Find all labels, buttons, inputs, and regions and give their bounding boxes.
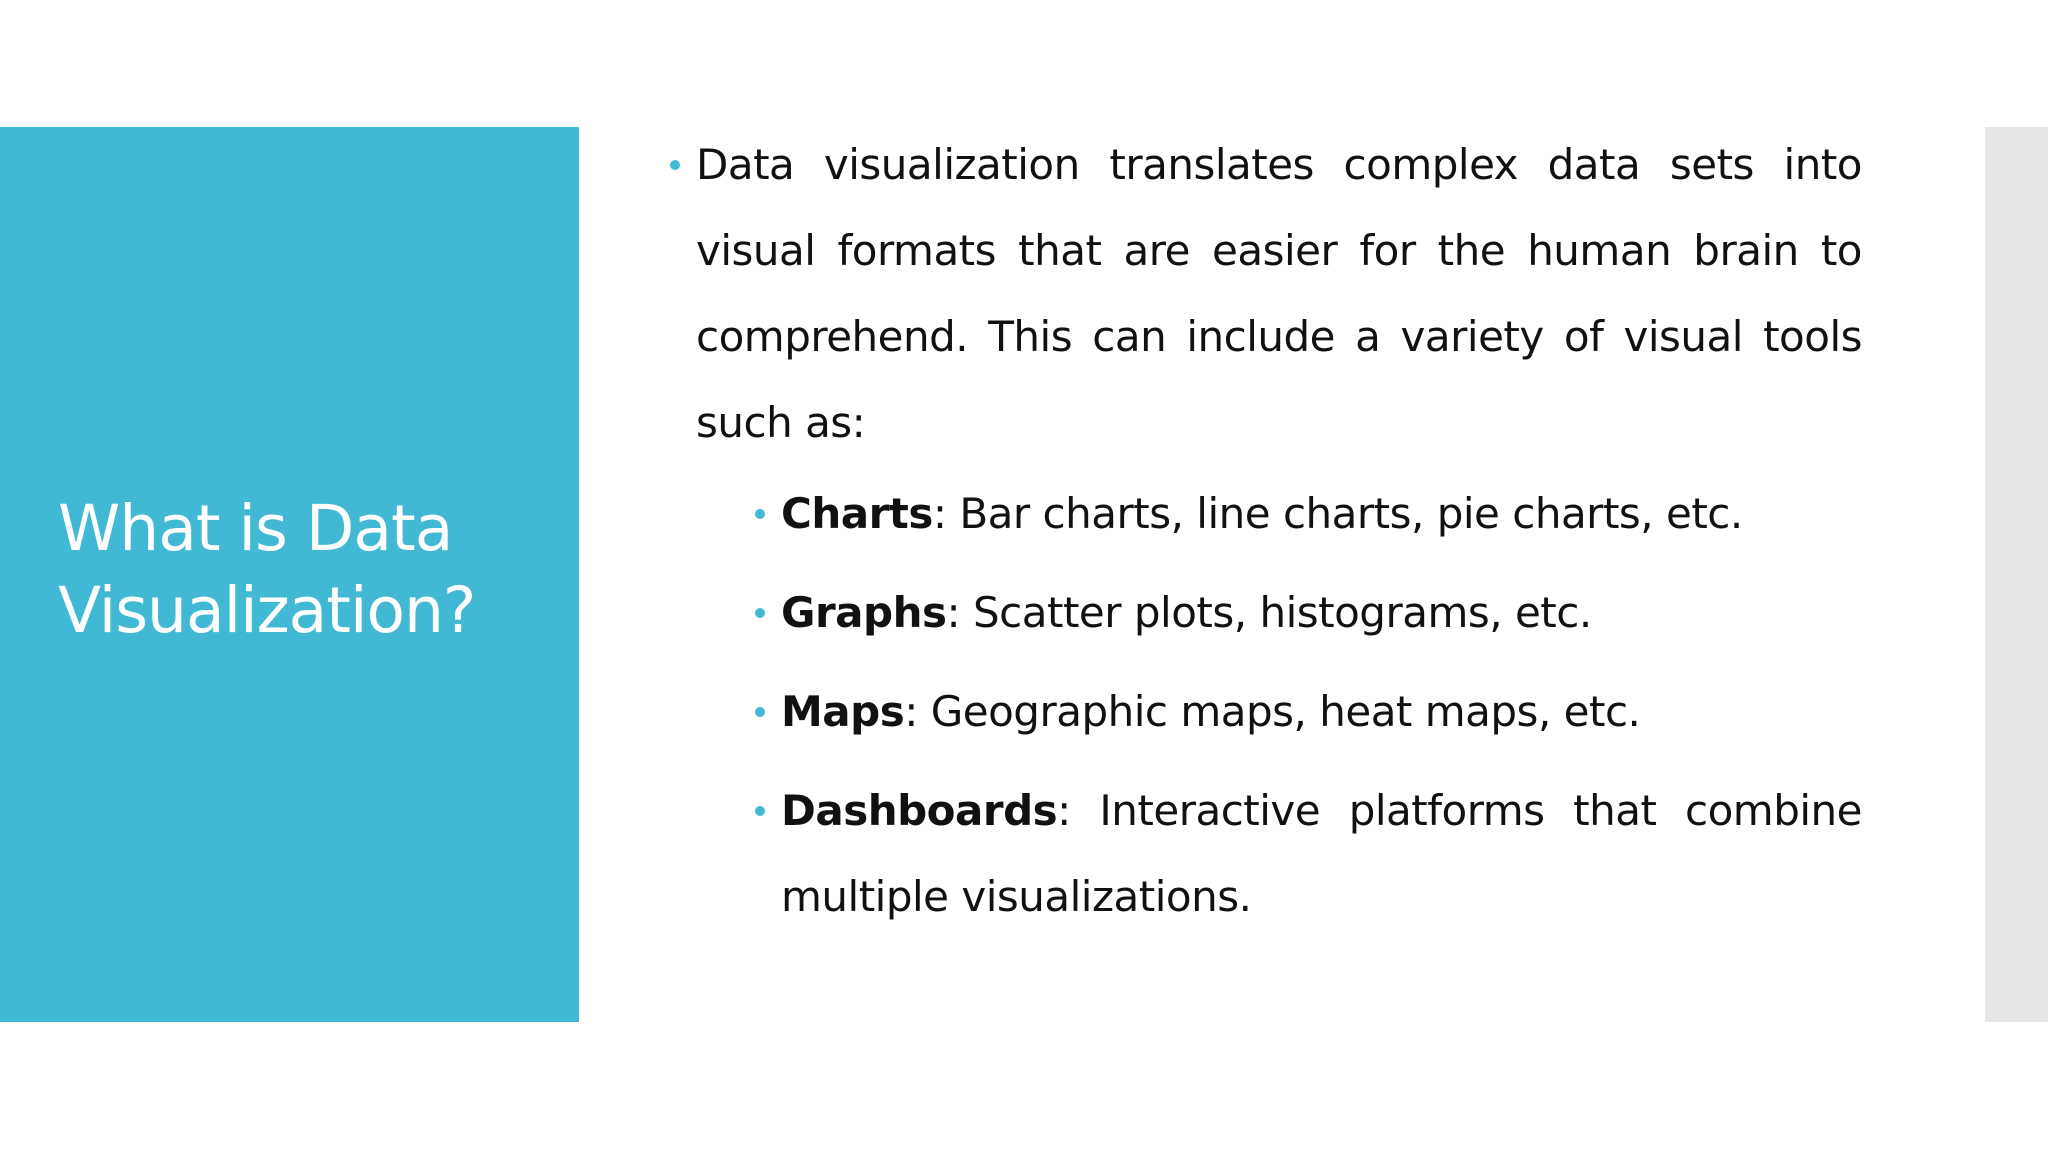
right-side-bar	[1985, 127, 2048, 1022]
sub-bullet-description: : Geographic maps, heat maps, etc.	[904, 687, 1641, 736]
bullet-dot-icon	[755, 707, 765, 717]
slide-title	[58, 488, 558, 652]
sub-bullet-description: : Bar charts, line charts, pie charts, etc.	[932, 489, 1743, 538]
slide-title-line-2: Visualization?	[58, 574, 476, 647]
bullet-dot-icon	[755, 509, 765, 519]
sub-bullet-term: Charts	[781, 489, 933, 538]
main-bullet-text: Data visualization translates complex data sets into visual formats that are easier for the human brain to comprehend. This can include a variety of visual tools such as:	[696, 140, 1862, 447]
main-bullet	[670, 122, 1862, 466]
sub-bullet-graphs	[755, 570, 1862, 656]
content-area	[670, 122, 1862, 953]
bullet-dot-icon	[755, 806, 765, 816]
sub-bullet-charts	[755, 471, 1862, 557]
sub-bullet-description: : Scatter plots, histograms, etc.	[946, 588, 1592, 637]
slide-title-line-1: What is Data	[58, 492, 453, 565]
sub-bullet-dashboards	[755, 768, 1862, 940]
sub-bullet-term: Maps	[781, 687, 905, 736]
sub-bullet-list	[670, 471, 1862, 940]
sub-bullet-term: Graphs	[781, 588, 947, 637]
sub-bullet-description: : Interactive platforms that combine multiple visualizations.	[781, 786, 1862, 921]
bullet-dot-icon	[670, 160, 680, 170]
bullet-dot-icon	[755, 608, 765, 618]
sub-bullet-term: Dashboards	[781, 786, 1058, 835]
sub-bullet-maps	[755, 669, 1862, 755]
